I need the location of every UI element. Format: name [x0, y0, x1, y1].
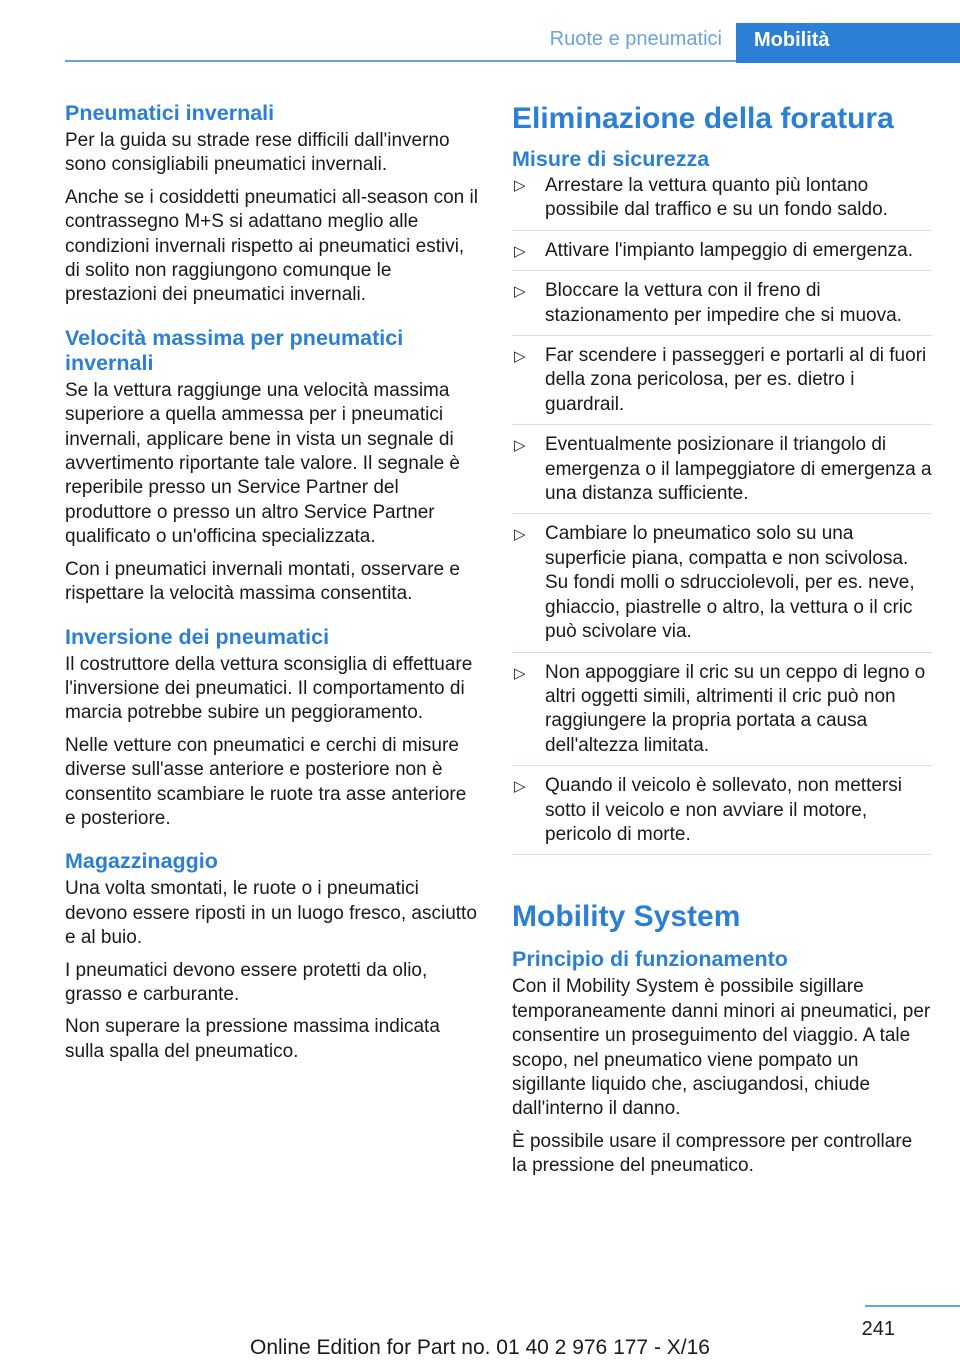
list-item-text: Non appoggiare il cric su un ceppo di legno o altri oggetti simili, altrimenti il cric può non raggiungere la propria portata a causa dell'altezza limitata.	[545, 661, 926, 756]
header-chapter-tab: Mobilità	[736, 23, 960, 63]
list-item-text: Arrestare la vettura quanto più lontano possibile dal traffico e su un fondo saldo.	[545, 175, 888, 221]
heading-storage: Magazzinaggio	[65, 849, 218, 874]
paragraph: I pneumatici devono essere protetti da olio, grasso e carburante.	[65, 959, 428, 1005]
list-item	[512, 653, 932, 767]
heading-puncture-repair: Eliminazione della foratura	[512, 102, 894, 135]
list-item-text: Bloccare la vettura con il freno di stazionamento per impedire che si muova.	[545, 280, 902, 326]
paragraph: Anche se i cosiddetti pneumatici all-season con il contrassegno M+S si adattano meglio alle condizioni invernali rispetto ai pneumatici estivi, di solito non raggiungono comunque le prestazioni dei pneumatici invernali.	[65, 186, 478, 306]
paragraph: Nelle vetture con pneumatici e cerchi di misure diverse sull'asse anteriore e posteriore non è consentito scambiare le ruote tra asse anteriore e posteriore.	[65, 734, 467, 829]
paragraph: Il costruttore della vettura sconsiglia di effettuare l'inversione dei pneumatici. Il comportamento di marcia potrebbe subire un peggioramento.	[65, 653, 473, 724]
paragraph: Con il Mobility System è possibile sigillare temporaneamente danni minori ai pneumatici, per consentire un proseguimento del viaggio. A tale scopo, nel pneumatico viene pompato un sigillante liquido che, asciugandosi, chiude dall'interno il danno.	[512, 976, 931, 1120]
safety-bullet-list	[512, 174, 932, 855]
header-section-title: Ruote e pneumatici	[549, 28, 722, 50]
page-number: 241	[861, 1318, 895, 1340]
heading-tire-rotation: Inversione dei pneumatici	[65, 624, 330, 649]
paragraph: Se la vettura raggiunge una velocità massima superiore a quella ammessa per i pneumatici invernali, applicare bene in vista un segnale di avvertimento riportante tale valore. Il segnale è reperibile presso un Service Partner del produttore o presso un altro Service Partner qualificato o un'officina specializzata.	[65, 379, 460, 548]
triangle-bullet-icon: ▷	[514, 664, 526, 682]
footer-rule	[865, 1305, 960, 1307]
list-item	[512, 766, 932, 855]
triangle-bullet-icon: ▷	[514, 242, 526, 260]
triangle-bullet-icon: ▷	[514, 283, 526, 301]
paragraph: Con i pneumatici invernali montati, osservare e rispettare la velocità massima consentita.	[65, 558, 460, 605]
paragraph: Una volta smontati, le ruote o i pneumatici devono essere riposti in un luogo fresco, asciutto e al buio.	[65, 878, 477, 949]
triangle-bullet-icon: ▷	[514, 437, 526, 455]
list-item-text: Far scendere i passeggeri e portarli al di fuori della zona pericolosa, per es. dietro i guardrail.	[545, 345, 927, 415]
list-item	[512, 425, 932, 514]
triangle-bullet-icon: ▷	[514, 177, 526, 194]
paragraph: È possibile usare il compressore per controllare la pressione del pneumatico.	[512, 1130, 913, 1177]
list-item	[512, 231, 932, 271]
triangle-bullet-icon: ▷	[514, 778, 526, 796]
footer-edition-text: Online Edition for Part no. 01 40 2 976 177 - X/16	[250, 1336, 710, 1359]
heading-mobility-system: Mobility System	[512, 900, 741, 934]
right-column	[512, 101, 932, 1179]
list-item-text: Quando il veicolo è sollevato, non mettersi sotto il veicolo e non avviare il motore, pericolo di morte.	[545, 775, 902, 845]
list-item	[512, 336, 932, 425]
list-item-text: Cambiare lo pneumatico solo su una superficie piana, compatta e non scivolosa. Su fondi molli o sdrucciolevoli, per es. neve, ghiaccio, piastrelle o altro, la vettura o il cric può scivolare via.	[545, 523, 915, 643]
heading-safety-measures: Misure di sicurezza	[512, 147, 710, 171]
paragraph: Non superare la pressione massima indicata sulla spalla del pneumatico.	[65, 1016, 440, 1062]
left-column	[65, 101, 480, 1064]
heading-winter-tires: Pneumatici invernali	[65, 101, 275, 125]
list-item-text: Attivare l'impianto lampeggio di emergenza.	[545, 239, 913, 261]
paragraph: Per la guida su strade rese difficili dall'inverno sono consigliabili pneumatici invernali.	[65, 130, 450, 176]
list-item	[512, 174, 932, 231]
list-item	[512, 271, 932, 336]
list-item	[512, 514, 932, 652]
heading-operating-principle: Principio di funzionamento	[512, 947, 788, 972]
triangle-bullet-icon: ▷	[514, 526, 526, 544]
heading-max-speed: Velocità massima per pneumatici invernali	[65, 325, 404, 375]
triangle-bullet-icon: ▷	[514, 348, 526, 366]
list-item-text: Eventualmente posizionare il triangolo di emergenza o il lampeggiatore di emergenza a una distanza sufficiente.	[545, 434, 932, 505]
